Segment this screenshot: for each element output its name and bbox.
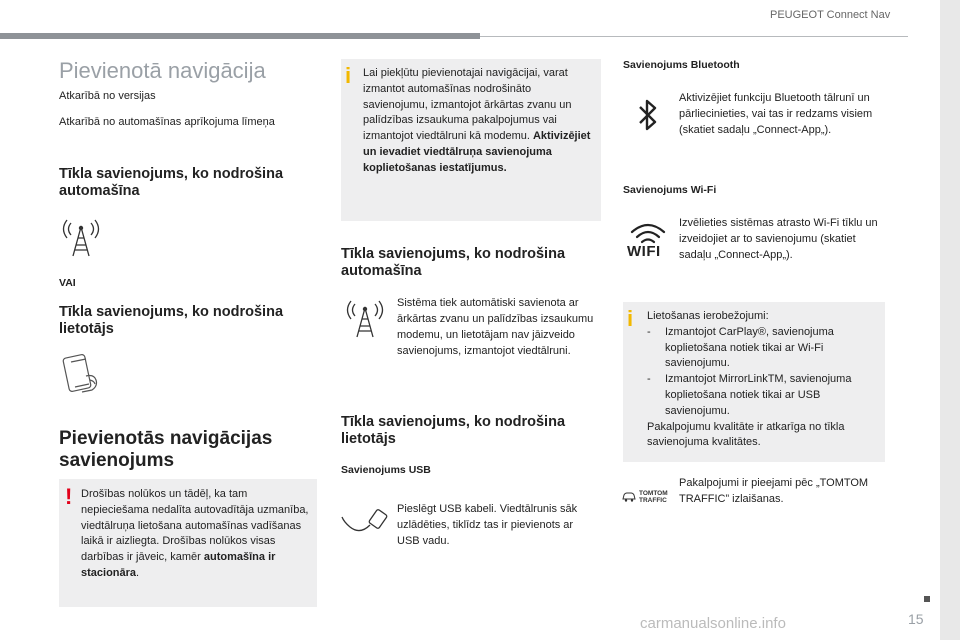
antenna-icon: [60, 214, 102, 258]
limits-footer: Pakalpojumu kvalitāte ir atkarīga no tīkla savienojuma kvalitātes.: [647, 420, 845, 449]
equipment-note: Atkarībā no automašīnas aprīkojuma līmeņa: [59, 116, 275, 128]
car-icon: [622, 491, 636, 503]
car-network-heading-2: Tīkla savienojums, ko nodrošina automašīna: [341, 246, 566, 279]
or-label: VAI: [59, 277, 76, 289]
connection-heading: Pievienotās navigācijas savienojums: [59, 428, 273, 471]
page-marker: [924, 596, 930, 602]
usb-cable-icon: [340, 505, 388, 535]
info-box: [341, 59, 601, 221]
warning-icon: !: [65, 484, 73, 509]
user-network-heading-2: Tīkla savienojums, ko nodrošina lietotājs: [341, 414, 566, 447]
info-icon: i: [345, 63, 352, 88]
info-text: Lai piekļūtu pievienotajai navigācijai, varat izmantot automašīnas nodrošināto savienojumu, izmantojot ārkārtas zvanu un palīdzības izsaukuma pakalpojumus vai izmantojot viedtālruni kā modemu. Aktivizējiet un ievadiet viedtālruņa savienojuma koplietošanas iestatījumus.: [363, 67, 591, 174]
car-network-text: Sistēma tiek automātiski savienota ar ārkārtas zvanu un palīdzības izsaukumu modemu, un lietotājam nav jāizveido savienojums, izmantojot viedtālruni.: [397, 297, 594, 357]
bluetooth-icon: [636, 98, 660, 132]
limits-box: [623, 302, 885, 462]
wifi-icon: [626, 220, 670, 264]
user-network-heading: Tīkla savienojums, ko nodrošina lietotājs: [59, 304, 284, 337]
wifi-text: Izvēlieties sistēmas atrasto Wi-Fi tīklu un izveidojiet ar to savienojumu (skatiet sadaļu „Connect-App„).: [679, 217, 878, 261]
limits-list: [647, 325, 879, 420]
car-network-heading: Tīkla savienojums, ko nodrošina automašīna: [59, 166, 284, 199]
wifi-icon-label: WIFI: [627, 243, 661, 260]
header-label: PEUGEOT Connect Nav: [770, 9, 891, 21]
watermark: carmanualsonline.info: [640, 615, 786, 632]
page-side-strip: [940, 0, 960, 640]
list-item: - Izmantojot MirrorLinkTM, savienojuma koplietošana notiek tikai ar USB savienojumu.: [647, 373, 852, 417]
info-icon: i: [627, 306, 634, 331]
header-rule-right: [480, 36, 908, 37]
page-number: 15: [908, 611, 924, 627]
version-note: Atkarībā no versijas: [59, 90, 156, 102]
warning-box: [59, 479, 317, 607]
bluetooth-text: Aktivizējiet funkciju Bluetooth tālrunī un pārliecinieties, vai tas ir redzams visiem (skatiet sadaļu „Connect-App„).: [679, 92, 873, 136]
tomtom-text: Pakalpojumi ir pieejami pēc „TOMTOM TRAFFIC” izlaišanas.: [679, 477, 869, 505]
tomtom-traffic-icon: [622, 488, 670, 508]
wifi-heading: Savienojums Wi-Fi: [623, 184, 717, 196]
antenna-icon: [344, 295, 386, 339]
smartphone-icon: [60, 350, 108, 396]
list-item: - Izmantojot CarPlay®, savienojuma koplietošana notiek tikai ar Wi-Fi savienojumu.: [647, 325, 834, 370]
limits-content: [647, 309, 879, 451]
page-title: Pievienotā navigācija: [59, 58, 266, 83]
limits-title: Lietošanas ierobežojumi:: [647, 310, 769, 322]
tomtom-logo-line2: TRAFFIC: [639, 497, 667, 504]
usb-heading: Savienojums USB: [341, 464, 431, 476]
usb-text: Pieslēgt USB kabeli. Viedtālrunis sāk uzlādēties, tiklīdz tas ir pievienots ar USB vadu.: [397, 503, 578, 547]
bluetooth-heading: Savienojums Bluetooth: [623, 59, 740, 71]
warning-text: Drošības nolūkos un tādēļ, ka tam nepieciešama nedalīta autovadītāja uzmanība, viedtālruņa lietošana automašīnas vadīšanas laikā ir aizliegta. Drošības nolūkos visas darbības ir jāveic, kamēr automašīna ir stacionāra.: [81, 488, 309, 579]
header-bar-left: [0, 33, 480, 39]
tomtom-logo-line1: TOMTOM: [639, 490, 668, 497]
